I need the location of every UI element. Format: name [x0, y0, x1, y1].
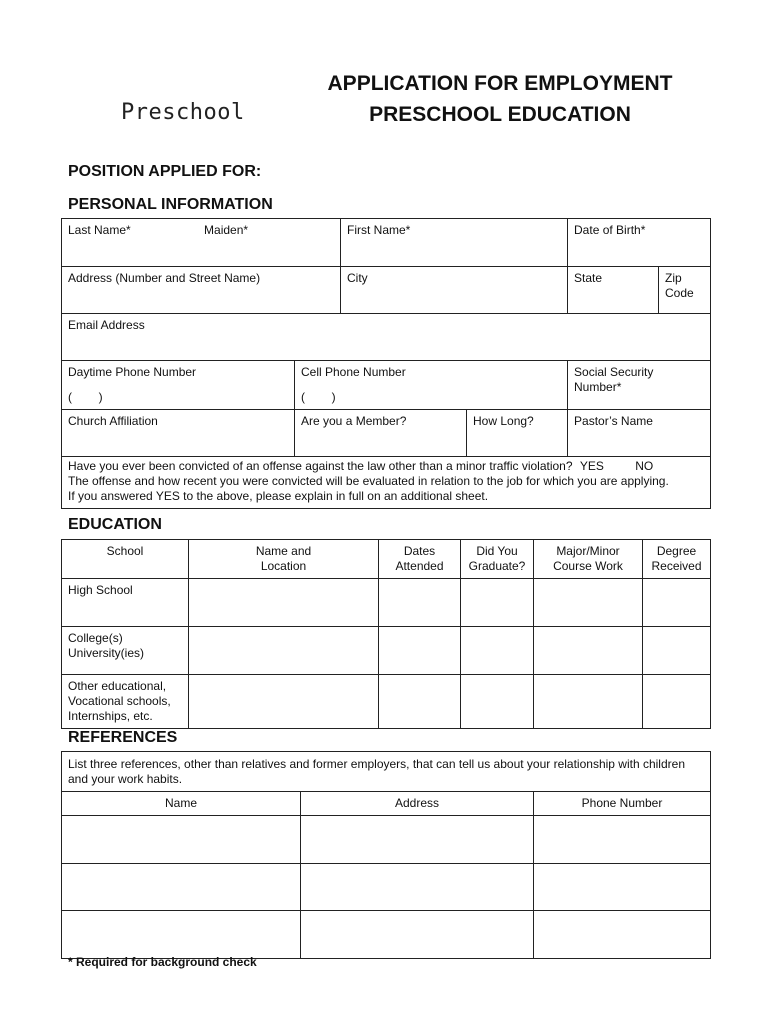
edu-cell[interactable] — [189, 675, 379, 729]
education-table — [61, 539, 711, 729]
edu-row-other-line2: Vocational schools, — [68, 694, 171, 708]
how-long-label: How Long? — [473, 414, 534, 428]
state-label: State — [574, 271, 603, 285]
zip-label: Zip Code — [665, 271, 694, 300]
edu-col-name-line2: Location — [260, 559, 307, 573]
edu-cell[interactable] — [534, 579, 643, 627]
dob-label: Date of Birth* — [574, 223, 646, 237]
edu-col-major — [534, 540, 643, 579]
edu-cell[interactable] — [461, 675, 534, 729]
ref-cell[interactable] — [301, 864, 534, 911]
yes-option[interactable]: YES — [579, 459, 604, 473]
city-label: City — [347, 271, 368, 285]
references-table — [61, 751, 711, 959]
last-name-field[interactable] — [62, 219, 341, 267]
edu-cell[interactable] — [379, 579, 461, 627]
email-label: Email Address — [68, 318, 145, 332]
state-field[interactable] — [568, 267, 659, 314]
edu-row-high-school — [62, 579, 189, 627]
edu-col-degree-line2: Received — [651, 559, 702, 573]
edu-cell[interactable] — [379, 627, 461, 675]
title-line-1: APPLICATION FOR EMPLOYMENT — [327, 72, 673, 95]
required-footnote: * Required for background check — [68, 955, 257, 969]
position-applied-label: POSITION APPLIED FOR: — [68, 163, 262, 180]
ref-col-name — [62, 792, 301, 816]
edu-cell[interactable] — [189, 627, 379, 675]
edu-col-major-line1: Major/Minor — [556, 544, 620, 558]
edu-cell[interactable] — [643, 675, 711, 729]
conviction-note: The offense and how recent you were convicted will be evaluated in relation to the job for which you are applying. — [68, 474, 669, 488]
edu-row-college — [62, 627, 189, 675]
edu-col-degree-line1: Degree — [656, 544, 697, 558]
edu-cell[interactable] — [643, 627, 711, 675]
pastor-label: Pastor’s Name — [574, 414, 653, 428]
ref-cell[interactable] — [534, 864, 711, 911]
ref-cell[interactable] — [62, 911, 301, 959]
edu-col-school-text: School — [106, 544, 144, 558]
conviction-explain: If you answered YES to the above, please explain in full on an additional sheet. — [68, 489, 489, 503]
edu-cell[interactable] — [534, 627, 643, 675]
personal-info-heading: PERSONAL INFORMATION — [68, 196, 273, 213]
ssn-label: Social Security Number* — [574, 365, 654, 394]
dob-field[interactable] — [568, 219, 711, 267]
page-title — [300, 68, 700, 130]
cell-phone-field[interactable] — [295, 361, 568, 410]
edu-col-grad-line1: Did You — [476, 544, 518, 558]
edu-col-name — [189, 540, 379, 579]
ref-col-address — [301, 792, 534, 816]
ref-cell[interactable] — [534, 816, 711, 864]
address-field[interactable] — [62, 267, 341, 314]
ref-col-phone — [534, 792, 711, 816]
edu-cell[interactable] — [534, 675, 643, 729]
how-long-field[interactable] — [467, 410, 568, 457]
church-field[interactable] — [62, 410, 295, 457]
ref-col-phone-text: Phone Number — [581, 796, 663, 810]
daytime-phone-paren: ( ) — [68, 390, 103, 404]
member-label: Are you a Member? — [301, 414, 407, 428]
ref-cell[interactable] — [62, 816, 301, 864]
ref-cell[interactable] — [301, 911, 534, 959]
maiden-name-label: Maiden* — [204, 223, 249, 237]
edu-col-dates-line2: Attended — [395, 559, 444, 573]
last-name-label: Last Name* — [68, 223, 131, 237]
ref-cell[interactable] — [62, 864, 301, 911]
conviction-question: Have you ever been convicted of an offense against the law other than a minor traffic violation? — [68, 459, 573, 473]
zip-field[interactable] — [659, 267, 711, 314]
edu-col-school — [62, 540, 189, 579]
church-label: Church Affiliation — [68, 414, 158, 428]
edu-col-dates-line1: Dates — [403, 544, 436, 558]
edu-row-other-line1: Other educational, — [68, 679, 167, 693]
edu-row-other — [62, 675, 189, 729]
edu-cell[interactable] — [461, 579, 534, 627]
pastor-field[interactable] — [568, 410, 711, 457]
city-field[interactable] — [341, 267, 568, 314]
cell-phone-label: Cell Phone Number — [301, 365, 406, 379]
edu-col-name-line1: Name and — [255, 544, 312, 558]
first-name-field[interactable] — [341, 219, 568, 267]
edu-col-graduate — [461, 540, 534, 579]
daytime-phone-field[interactable] — [62, 361, 295, 410]
edu-cell[interactable] — [379, 675, 461, 729]
ref-cell[interactable] — [301, 816, 534, 864]
daytime-phone-label: Daytime Phone Number — [68, 365, 197, 379]
education-heading: EDUCATION — [68, 516, 162, 533]
cell-phone-paren: ( ) — [301, 390, 336, 404]
ref-cell[interactable] — [534, 911, 711, 959]
ref-col-address-text: Address — [394, 796, 440, 810]
personal-info-table — [61, 218, 711, 509]
ref-col-name-text: Name — [164, 796, 197, 810]
references-instructions — [62, 752, 711, 792]
member-field[interactable] — [295, 410, 467, 457]
conviction-field — [62, 457, 711, 509]
first-name-label: First Name* — [347, 223, 411, 237]
edu-col-dates — [379, 540, 461, 579]
edu-row-high-text: High School — [68, 583, 133, 597]
no-option[interactable]: NO — [635, 459, 654, 473]
edu-cell[interactable] — [461, 627, 534, 675]
address-label: Address (Number and Street Name) — [68, 271, 261, 285]
edu-row-other-line3: Internships, etc. — [68, 709, 153, 723]
references-instructions-text: List three references, other than relatives and former employers, that can tell us about your relationship with children and your work habits. — [68, 757, 685, 786]
edu-col-grad-line2: Graduate? — [468, 559, 526, 573]
edu-row-college-line1: College(s) — [68, 631, 123, 645]
preschool-logo: Preschool — [121, 100, 245, 125]
title-line-2: PRESCHOOL EDUCATION — [369, 103, 631, 126]
email-field[interactable] — [62, 314, 711, 361]
references-heading: REFERENCES — [68, 729, 178, 746]
edu-cell[interactable] — [643, 579, 711, 627]
ssn-field[interactable] — [568, 361, 711, 410]
edu-col-major-line2: Course Work — [553, 559, 623, 573]
edu-cell[interactable] — [189, 579, 379, 627]
edu-col-degree — [643, 540, 711, 579]
edu-row-college-line2: University(ies) — [68, 646, 145, 660]
